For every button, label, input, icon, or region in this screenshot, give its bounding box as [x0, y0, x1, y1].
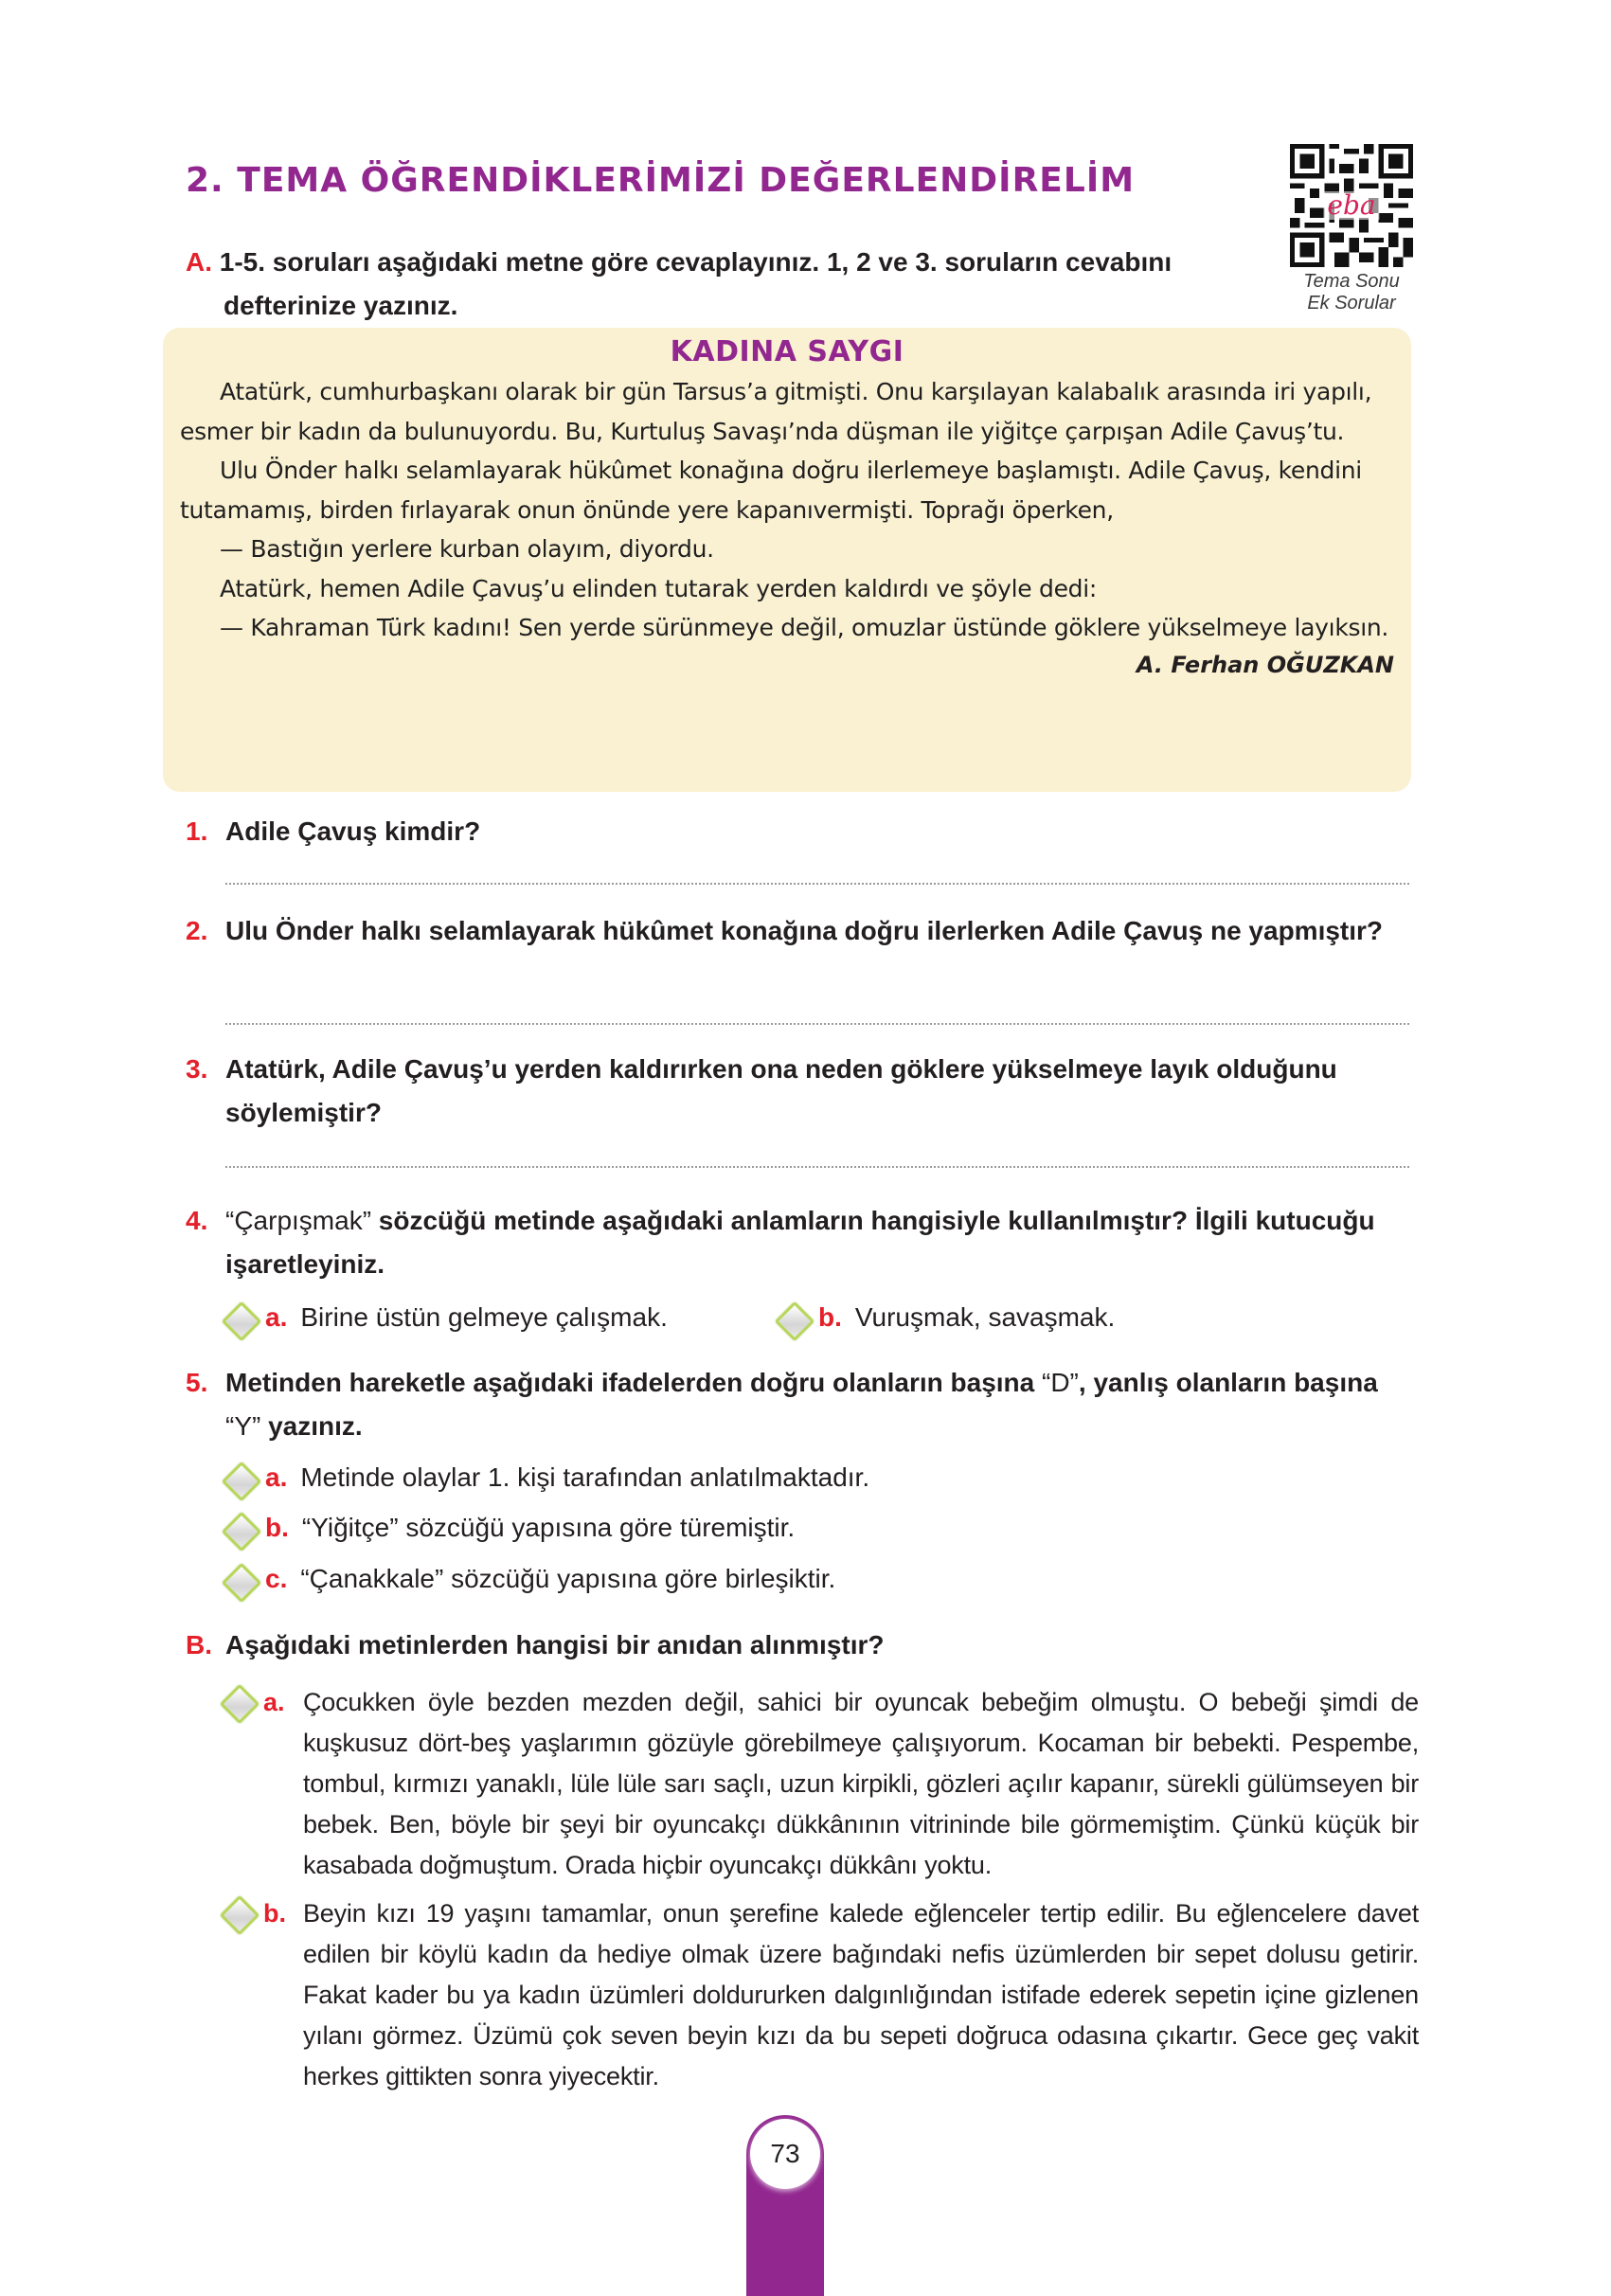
reading-title: KADINA SAYGI [670, 335, 904, 368]
qr-block [1288, 144, 1415, 314]
question-5 [186, 1361, 1417, 1448]
answer-line-3[interactable] [225, 1166, 1409, 1168]
checkbox-diamond-icon[interactable] [775, 1301, 809, 1336]
question-number: 3. [186, 1054, 208, 1084]
question-4 [186, 1199, 1417, 1286]
question-text: Aşağıdaki metinlerden hangisi bir anıdan alınmıştır? [225, 1630, 885, 1659]
option-text: Beyin kızı 19 yaşını tamamlar, onun şerefine kalede eğlenceler tertip edilir. Bu eğlencelere davet edilen bir köylü kadın da hediye olmak üzere bağındaki nefis üzümlerden bir sepet dolusu getirir. Fakat kader bu ya kadın üzümleri doldururken dalgınlığından istifade ederek sepetin içine gizlenen yılanı görmez. Üzümü çok seven beyin kızı da bu sepeti doğruca odasına çıkartır. Gece geç vakit herkes gittikten sonra yiyecektir. [303, 1899, 1419, 2090]
question-number: 1. [186, 816, 208, 846]
q4-option-a[interactable] [222, 1301, 668, 1336]
reading-author: A. Ferhan OĞUZKAN [1136, 651, 1394, 678]
section-a-letter: A. [186, 247, 212, 277]
reading-paragraph: Atatürk, hemen Adile Çavuş’u elinden tutarak yerden kaldırdı ve şöyle dedi: [220, 574, 1097, 602]
section-b-option-a[interactable] [220, 1682, 1419, 1886]
page-number: 73 [750, 2119, 820, 2189]
question-number: 4. [186, 1206, 208, 1235]
section-a-instruction [186, 241, 1256, 328]
question-number: 2. [186, 916, 208, 945]
question-text-rest: sözcüğü metinde aşağıdaki anlamların hangisiyle kullanılmıştır? İlgili kutucuğu işaretleyiniz. [225, 1206, 1375, 1279]
option-letter: b. [265, 1513, 289, 1542]
section-b-question [186, 1623, 1417, 1667]
option-text: Vuruşmak, savaşmak. [854, 1302, 1116, 1332]
qr-caption-line2: Ek Sorular [1307, 293, 1396, 314]
reading-body [163, 372, 1411, 648]
reading-paragraph: — Bastığın yerlere kurban olayım, diyordu. [220, 535, 714, 563]
page-title: 2. TEMA ÖĞRENDİKLERİMİZİ DEĞERLENDİRELİM [186, 161, 1136, 200]
reading-passage-box [163, 328, 1411, 792]
option-letter: a. [263, 1688, 285, 1716]
checkbox-diamond-icon[interactable] [220, 1895, 254, 1929]
option-text: Birine üstün gelmeye çalışmak. [300, 1302, 668, 1332]
section-a-instruction-text: 1-5. soruları aşağıdaki metne göre cevaplayınız. 1, 2 ve 3. soruların cevabını defterinize yazınız. [219, 247, 1172, 320]
quoted-word: “Çarpışmak” [225, 1206, 372, 1235]
section-b-letter: B. [186, 1630, 212, 1659]
answer-line-2[interactable] [225, 1023, 1409, 1025]
question-text: Atatürk, Adile Çavuş’u yerden kaldırırken ona neden göklere yükselmeye layık olduğunu söylemiştir? [225, 1054, 1337, 1127]
qr-code-icon[interactable] [1290, 144, 1413, 267]
option-letter: b. [263, 1899, 286, 1928]
answer-line-1[interactable] [225, 883, 1409, 885]
option-letter: c. [265, 1564, 288, 1593]
mark-y: “Y” [225, 1411, 261, 1441]
q4-option-b[interactable] [775, 1301, 1115, 1336]
question-text-part: Metinden hareketle aşağıdaki ifadelerden doğru olanların başına [225, 1368, 1043, 1397]
checkbox-diamond-icon[interactable] [222, 1563, 256, 1597]
question-text: Ulu Önder halkı selamlayarak hükûmet konağına doğru ilerlerken Adile Çavuş ne yapmıştır? [225, 916, 1384, 945]
mark-d: “D” [1042, 1368, 1079, 1397]
option-text: “Yiğitçe” sözcüğü yapısına göre türemiştir. [301, 1513, 796, 1542]
question-text-part: yazınız. [260, 1411, 363, 1441]
qr-caption [1288, 271, 1415, 314]
question-text [225, 1361, 1417, 1448]
reading-paragraph: — Kahraman Türk kadını! Sen yerde sürünmeye değil, omuzlar üstünde göklere yükselmeye layıksın. [220, 614, 1389, 641]
option-text: Çocukken öyle bezden mezden değil, sahici bir oyuncak bebeğim olmuştu. O bebeği şimdi de kuşkusuz dört-beş yaşlarımın gözüyle görebilmeye çalışıyorum. Kocaman bir bebekti. Pespembe, tombul, kırmızı yanaklı, lüle lüle sarı saçlı, uzun kirpikli, gözleri açılır kapanır, sürekli gülümseyen bir bebek. Ben, böyle bir şeyi bir oyuncakçı dükkânının vitrininde bile görmemiştim. Çünkü küçük bir kasabada doğmuştum. Orada hiçbir oyuncakçı dükkânı yoktu. [303, 1688, 1419, 1879]
option-text: Metinde olaylar 1. kişi tarafından anlatılmaktadır. [300, 1462, 870, 1492]
checkbox-diamond-icon[interactable] [222, 1301, 256, 1336]
checkbox-diamond-icon[interactable] [222, 1512, 256, 1546]
eba-logo: eba [1323, 191, 1379, 220]
qr-caption-line1: Tema Sonu [1303, 271, 1400, 292]
checkbox-diamond-icon[interactable] [220, 1684, 254, 1718]
question-text [225, 1199, 1417, 1286]
question-1 [186, 810, 1417, 853]
q5-option-a[interactable] [222, 1462, 869, 1496]
question-2 [186, 909, 1417, 953]
option-letter: a. [265, 1302, 288, 1332]
checkbox-diamond-icon[interactable] [222, 1462, 256, 1496]
reading-paragraph: Ulu Önder halkı selamlayarak hükûmet konağına doğru ilerlemeye başlamıştı. Adile Çavuş, kendini tutamamış, birden fırlayarak onun önünde yere kapanıvermişti. Toprağı öperken, [180, 457, 1362, 524]
question-text-part: , yanlış olanların başına [1078, 1368, 1378, 1397]
option-letter: b. [818, 1302, 842, 1332]
option-letter: a. [265, 1462, 288, 1492]
question-3 [186, 1048, 1417, 1135]
question-text: Adile Çavuş kimdir? [225, 816, 481, 846]
page-number-tab [746, 2115, 824, 2296]
question-number: 5. [186, 1368, 208, 1397]
q5-option-c[interactable] [222, 1563, 835, 1597]
reading-paragraph: Atatürk, cumhurbaşkanı olarak bir gün Tarsus’a gitmişti. Onu karşılayan kalabalık arasında iri yapılı, esmer bir kadın da bulunuyordu. Bu, Kurtuluş Savaşı’nda düşman ile yiğitçe çarpışan Adile Çavuş’tu. [180, 378, 1372, 445]
option-text: “Çanakkale” sözcüğü yapısına göre birleşiktir. [300, 1564, 836, 1593]
section-b-option-b[interactable] [220, 1893, 1419, 2097]
q5-option-b[interactable] [222, 1512, 795, 1546]
